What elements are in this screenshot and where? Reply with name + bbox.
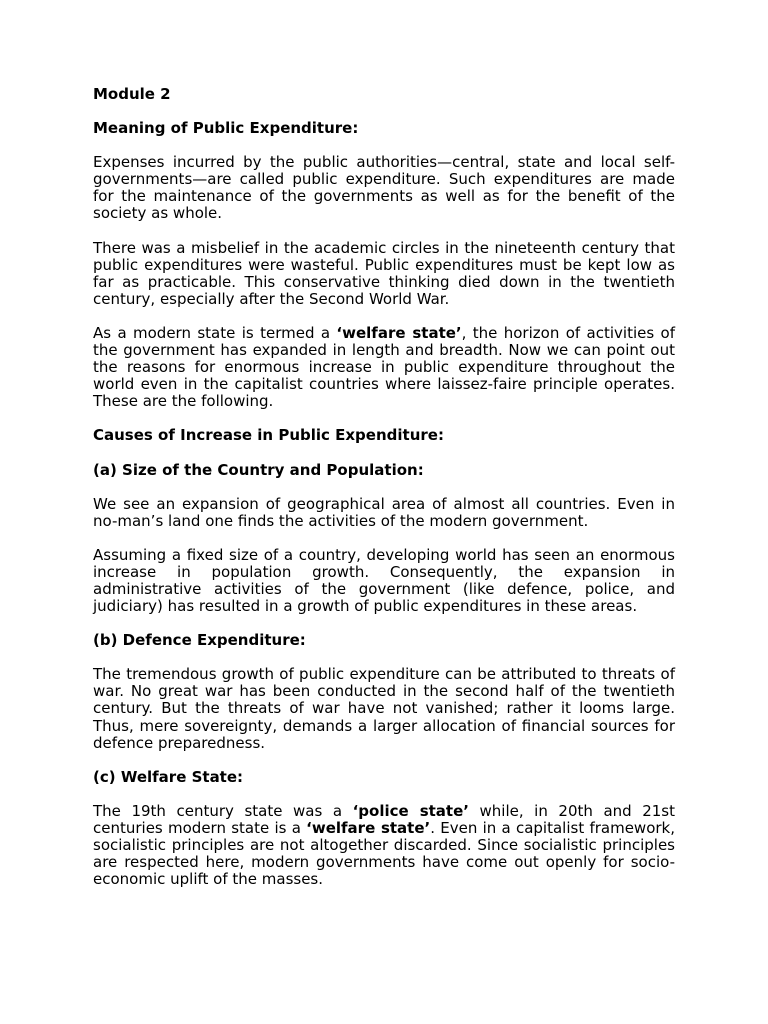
- document-page: [93, 86, 675, 905]
- paragraph-history: There was a misbelief in the academic circles in the nineteenth century that public expenditures were wasteful. Public expenditures must be kept low as far as practicable. This conservative thinking died down in the twentieth century, especially after the Second World War.: [93, 238, 675, 308]
- section-b-heading: (b) Defence Expenditure:: [93, 631, 306, 650]
- paragraph-a1: We see an expansion of geographical area of almost all countries. Even in no-man’s land one finds the activities of the modern government.: [93, 494, 675, 530]
- para-c1-bold1: ‘police state’: [352, 801, 469, 820]
- causes-heading: Causes of Increase in Public Expenditure:: [93, 426, 444, 445]
- para3-bold: ‘welfare state’: [336, 323, 462, 342]
- para-c1-part3: . Even in a capitalist framework, socialistic principles are not altogether discarded. Since socialistic principles are respected here, modern governments have come out openly for socio-economic uplift of the masses.: [93, 818, 675, 889]
- para3-post: , the horizon of activities of the government has expanded in length and breadth. Now we can point out the reasons for enormous increase in public expenditure throughout the world even in the capitalist countries where laissez-faire principle operates. These are the following.: [93, 323, 675, 411]
- section-a-heading: (a) Size of the Country and Population:: [93, 460, 424, 479]
- meaning-heading: Meaning of Public Expenditure:: [93, 119, 359, 138]
- paragraph-welfare-intro: [93, 325, 675, 410]
- paragraph-a2: Assuming a fixed size of a country, developing world has seen an enormous increase in population growth. Consequently, the expansion in administrative activities of the government (like defence, police, and judiciary) has resulted in a growth of public expenditures in these areas.: [93, 545, 675, 616]
- para-c1-part2: while, in 20th and 21st centuries modern state is a: [93, 801, 676, 837]
- para3-pre: As a modern state is termed a: [93, 323, 337, 342]
- paragraph-c1: [93, 803, 675, 888]
- para-c1-part1: The 19th century state was a: [93, 801, 353, 820]
- section-c-heading: (c) Welfare State:: [93, 767, 244, 786]
- module-title: Module 2: [93, 85, 171, 103]
- paragraph-b1: The tremendous growth of public expenditure can be attributed to threats of war. No great war has been conducted in the second half of the twentieth century. But the threats of war have not vanished; rather it looms large. Thus, mere sovereignty, demands a larger allocation of financial sources for defence preparedness.: [93, 665, 675, 752]
- para-c1-bold2: ‘welfare state’: [306, 818, 431, 837]
- paragraph-definition: Expenses incurred by the public authorities—central, state and local self- governments—are called public expenditure. Such expenditures are made for the maintenance of the governments as well as for the benefit of the society as whole.: [93, 153, 675, 223]
